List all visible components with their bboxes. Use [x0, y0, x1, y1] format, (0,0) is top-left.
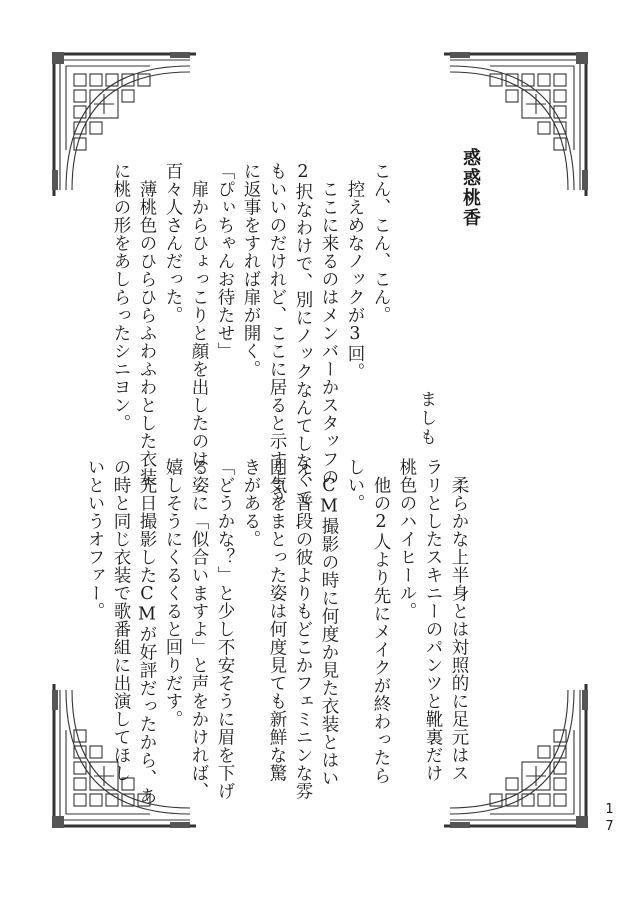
text-column: え、普段の彼よりもどこかフェミニンな雰	[293, 458, 313, 800]
story-title: 惑惑桃香	[460, 148, 481, 228]
text-column: もいいのだけれど、ここに居ると示すよう	[267, 162, 287, 504]
text-column: 柔らかな上半身とは対照的に足元はス	[449, 458, 469, 782]
text-column: いというオファー。	[85, 458, 105, 620]
text-column: きがある。	[241, 458, 261, 548]
text-column: 「ぴぃちゃんお待たせ」	[215, 162, 235, 360]
text-column: こん、こん、こん。	[371, 162, 391, 324]
text-column: 「どうかな？」と少し不安そうに眉を下げ	[215, 458, 235, 800]
page-number: 17	[602, 802, 617, 836]
text-column: 桃色のハイヒール。	[397, 458, 417, 620]
text-column: 2択なわけで、別にノックなんてしなくて	[293, 162, 313, 507]
text-column: に返事をすれば扉が開く。	[241, 162, 261, 378]
text-column: 百々人さんだった。	[163, 162, 183, 324]
text-column: 他の2人より先にメイクが終わったら	[371, 458, 391, 785]
text-column: ここに来るのはメンバーかスタッフの	[319, 162, 339, 486]
text-column: 控えめなノックが3回。	[345, 162, 365, 381]
text-column: に桃の形をあしらったシニヨン。	[111, 162, 131, 432]
text-column: る姿に「似合いますよ」と声をかければ、	[189, 458, 209, 800]
author-name: ましも	[416, 390, 436, 447]
text-column: しい。	[345, 458, 365, 512]
text-column: 先日撮影したCMが好評だったから、あ	[137, 458, 157, 805]
text-column: 扉からひょっこりと顔を出したのは	[189, 162, 209, 468]
text-column: ラリとしたスキニーのパンツと靴裏だけ	[423, 458, 443, 782]
text-column: 囲気をまとった姿は何度見ても新鮮な驚	[267, 458, 287, 782]
text-column: の時と同じ衣装で歌番組に出演してほし	[111, 458, 131, 782]
text-column: 薄桃色のひらひらふわふわとした衣装	[137, 162, 157, 486]
text-column: CM撮影の時に何度か見た衣装とはい	[319, 458, 339, 787]
text-column: 嬉しそうにくるくると回りだす。	[163, 458, 183, 728]
